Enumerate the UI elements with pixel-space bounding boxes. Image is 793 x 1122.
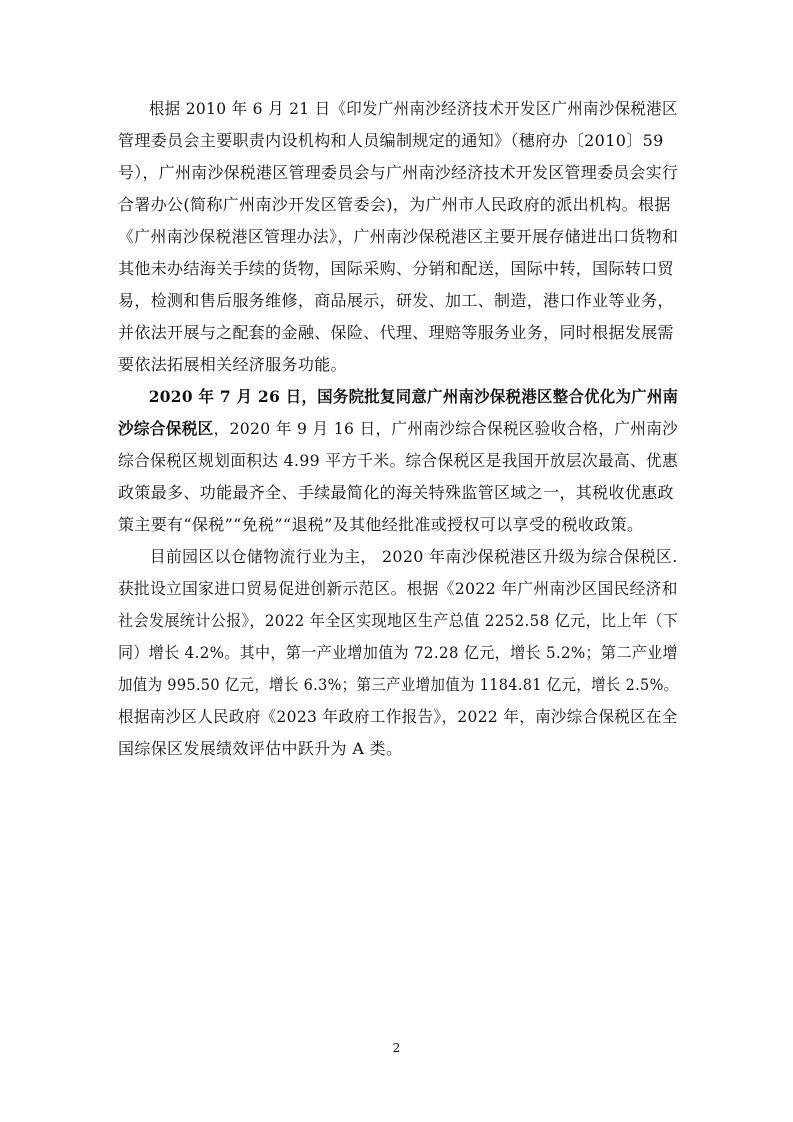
paragraph-line: 根据 2010 年 6 月 21 日《印发广州南沙经济技术开发区广州南沙保税港区 [148,99,678,118]
paragraph-text: ，2020 年 9 月 16 日，广州南沙综合保税区验收合格，广州南沙 [213,419,679,438]
paragraph-line: 加值为 995.50 亿元，增长 6.3%；第三产业增加值为 1184.81 亿元，增长 2.5%。 [118,675,679,694]
paragraph-3 [118,541,678,765]
paragraph-1 [118,93,678,381]
paragraph-line: 根据南沙区人民政府《2023 年政府工作报告》，2022 年，南沙综合保税区在全 [118,707,678,726]
paragraph-line: 政策最多、功能最齐全、手续最简化的海关特殊监管区域之一，其税收优惠政 [118,483,674,502]
paragraph-line: 管理委员会主要职责内设机构和人员编制规定的通知》（穗府办〔2010〕59 [118,131,664,150]
paragraph-line: 其他未办结海关手续的货物，国际采购、分销和配送，国际中转，国际转口贸 [118,259,674,278]
paragraph-line: 社会发展统计公报》，2022 年全区实现地区生产总值 2252.58 亿元，比上年（下 [118,611,679,630]
paragraph-line: 合署办公(简称广州南沙开发区管委会)，为广州市人民政府的派出机构。根据 [118,195,671,214]
paragraph-bold-lead: 沙综合保税区 [118,419,214,438]
paragraph-line: 易，检测和售后服务维修，商品展示，研发、加工、制造，港口作业等业务， [118,291,674,310]
paragraph-line: 并依法开展与之配套的金融、保险、代理、理赔等服务业务，同时根据发展需 [118,323,674,342]
paragraph-bold-line: 2020 年 7 月 26 日，国务院批复同意广州南沙保税港区整合优化为广州南 [148,387,679,406]
paragraph-line: 号），广州南沙保税港区管理委员会与广州南沙经济技术开发区管理委员会实行 [118,163,679,182]
paragraph-line: 同）增长 4.2%。其中，第一产业增加值为 72.28 亿元，增长 5.2%；第二产业增 [118,643,678,662]
paragraph-mixed-line [118,413,679,445]
paragraph-line: 获批设立国家进口贸易促进创新示范区。根据《2022 年广州南沙区国民经济和 [118,579,678,598]
paragraph-line: 目前园区以仓储物流行业为主， 2020 年南沙保税港区升级为综合保税区. [149,547,678,566]
page-number: 2 [392,1041,401,1055]
body-text [118,93,678,765]
paragraph-line: 要依法拓展相关经济服务功能。 [118,355,347,374]
paragraph-line: 策主要有“保税”“免税”“退税”及其他经批准或授权可以享受的税收政策。 [118,515,644,534]
paragraph-line: 综合保税区规划面积达 4.99 平方千米。综合保税区是我国开放层次最高、优惠 [118,451,679,470]
paragraph-line: 《广州南沙保税港区管理办法》，广州南沙保税港区主要开展存储进出口货物和 [118,227,679,246]
paragraph-line: 国综保区发展绩效评估中跃升为 A 类。 [118,739,403,758]
paragraph-2 [118,381,678,541]
